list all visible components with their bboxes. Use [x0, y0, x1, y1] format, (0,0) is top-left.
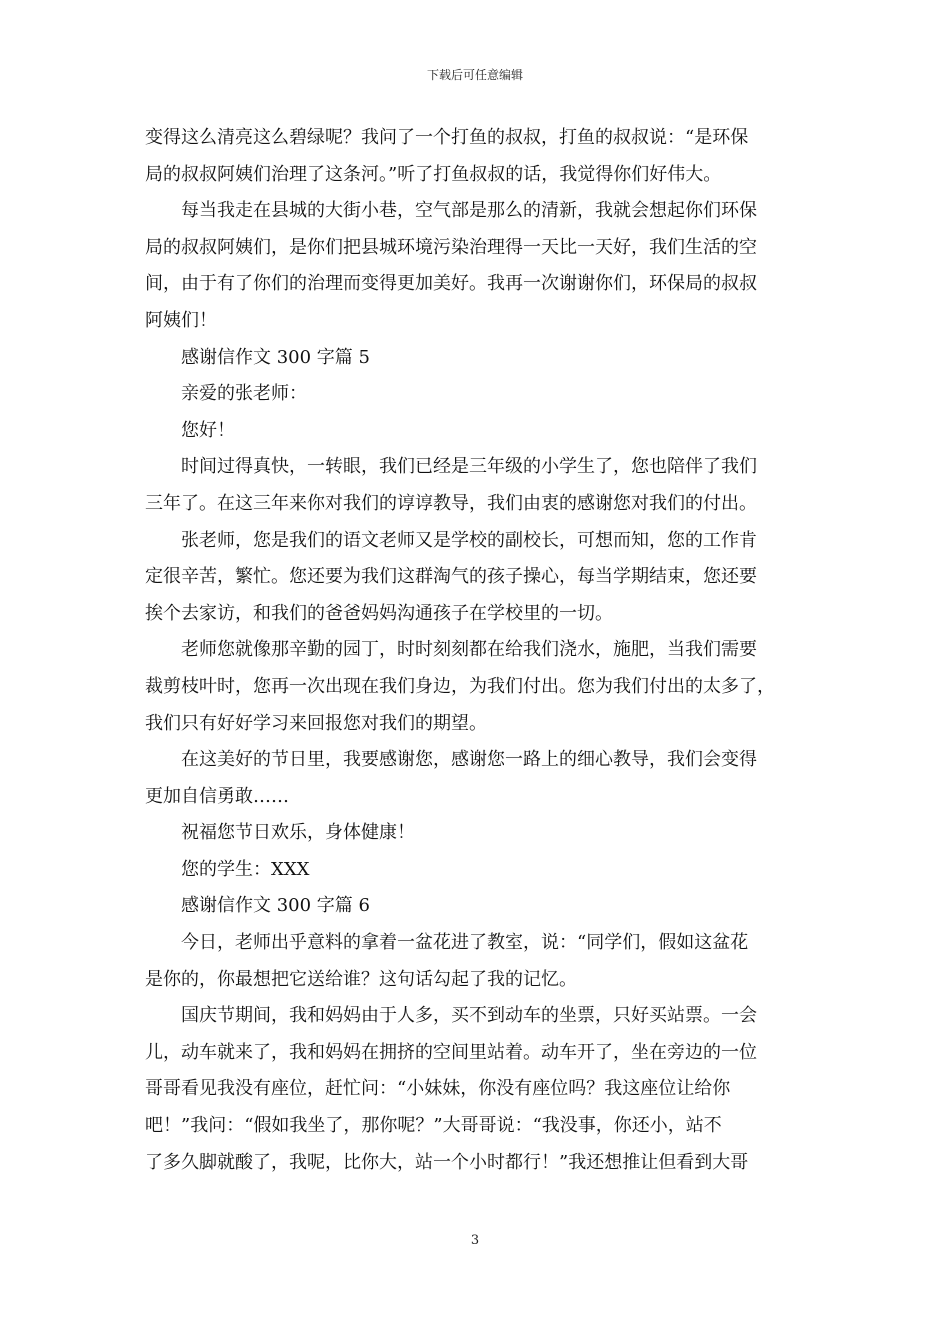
text-line: 哥哥看见我没有座位，赶忙问：“小妹妹，你没有座位吗？我这座位让给你	[145, 1078, 731, 1100]
text-line: 更加自信勇敢……	[145, 785, 289, 807]
text-line: 您的学生：XXX	[181, 858, 310, 880]
text-line: 感谢信作文 300 字篇 5	[181, 346, 370, 368]
text-line: 局的叔叔阿姨们，是你们把县城环境污染治理得一天比一天好，我们生活的空	[145, 236, 757, 258]
document-body	[145, 120, 817, 1181]
text-line: 变得这么清亮这么碧绿呢？我问了一个打鱼的叔叔，打鱼的叔叔说：“是环保	[145, 127, 749, 148]
text-line: 您好！	[181, 419, 235, 441]
text-line: 间，由于有了你们的治理而变得更加美好。我再一次谢谢你们，环保局的叔叔	[145, 273, 757, 295]
page-number: 3	[470, 1233, 480, 1248]
text-line: 在这美好的节日里，我要感谢您，感谢您一路上的细心教导，我们会变得	[181, 749, 757, 771]
text-line: 局的叔叔阿姨们治理了这条河。”听了打鱼叔叔的话，我觉得你们好伟大。	[145, 163, 722, 185]
text-line: 我们只有好好学习来回报您对我们的期望。	[145, 712, 487, 734]
text-line: 儿，动车就来了，我和妈妈在拥挤的空间里站着。动车开了，坐在旁边的一位	[145, 1041, 757, 1063]
text-line: 张老师，您是我们的语文老师又是学校的副校长，可想而知，您的工作肯	[181, 529, 757, 551]
text-line: 挨个去家访，和我们的爸爸妈妈沟通孩子在学校里的一切。	[145, 602, 613, 624]
text-line: 阿姨们！	[145, 309, 217, 331]
text-line: 老师您就像那辛勤的园丁，时时刻刻都在给我们浇水，施肥，当我们需要	[181, 639, 757, 661]
text-line: 是你的，你最想把它送给谁？这句话勾起了我的记忆。	[145, 968, 577, 990]
text-line: 祝福您节日欢乐，身体健康！	[181, 822, 415, 844]
text-line: 今日，老师出乎意料的拿着一盆花进了教室，说：“同学们，假如这盆花	[181, 932, 749, 954]
page-header: 下载后可任意编辑	[426, 68, 523, 82]
text-line: 每当我走在县城的大街小巷，空气部是那么的清新，我就会想起你们环保	[181, 200, 757, 222]
text-line: 国庆节期间，我和妈妈由于人多，买不到动车的坐票，只好买站票。一会	[181, 1005, 757, 1027]
text-line: 裁剪枝叶时，您再一次出现在我们身边，为我们付出。您为我们付出的太多了，	[145, 675, 775, 697]
text-line: 亲爱的张老师：	[181, 383, 307, 405]
text-line: 定很辛苦，繁忙。您还要为我们这群淘气的孩子操心，每当学期结束，您还要	[145, 566, 757, 588]
text-line: 了多久脚就酸了，我呢，比你大，站一个小时都行！”我还想推让但看到大哥	[145, 1151, 749, 1173]
text-line: 感谢信作文 300 字篇 6	[181, 895, 370, 917]
text-line: 吧！”我问：“假如我坐了，那你呢？”大哥哥说：“我没事，你还小，站不	[145, 1115, 722, 1137]
text-line: 时间过得真快，一转眼，我们已经是三年级的小学生了，您也陪伴了我们	[181, 456, 757, 478]
text-line: 三年了。在这三年来你对我们的谆谆教导，我们由衷的感谢您对我们的付出。	[145, 492, 757, 514]
